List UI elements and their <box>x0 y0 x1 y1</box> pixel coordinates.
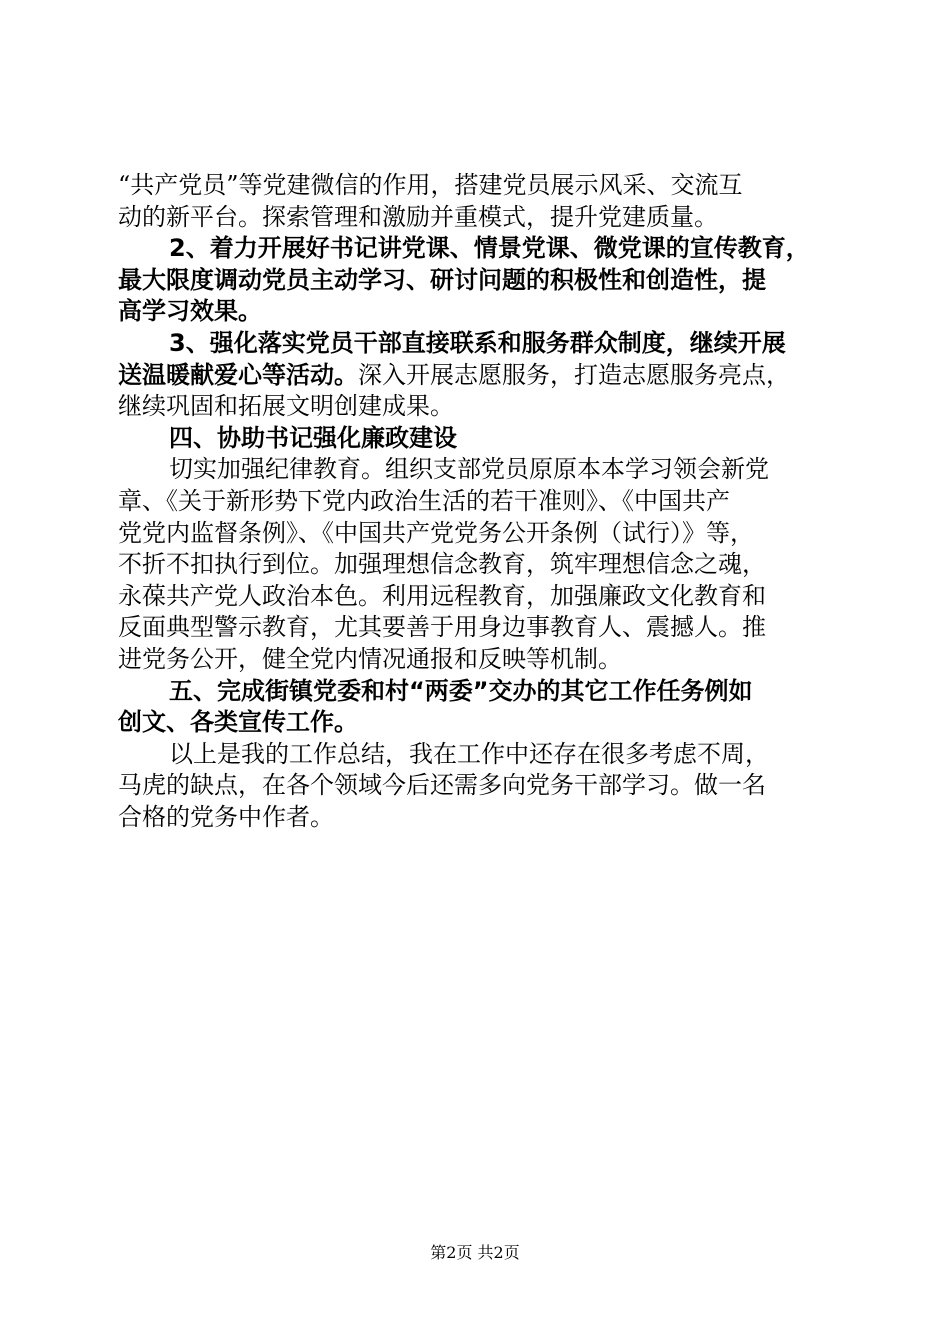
text-line: 不折不扣执行到位。加强理想信念教育，筑牢理想信念之魂， <box>118 550 766 579</box>
regular-phrase: 深入开展志愿服务，打造志愿服务亮点， <box>358 360 790 389</box>
text-line: 高学习效果。 <box>118 297 262 326</box>
section-heading-4: 四、协助书记强化廉政建设 <box>169 423 457 452</box>
text-line: 动的新平台。探索管理和激励并重模式，提升党建质量。 <box>118 202 718 231</box>
text-line <box>118 360 833 392</box>
text-line: 创文、各类宣传工作。 <box>118 708 358 737</box>
page-number-footer: 第2页 共2页 <box>430 1243 520 1262</box>
bold-phrase: 送温暖献爱心等活动。 <box>118 360 358 389</box>
section-heading-5: 五、完成街镇党委和村“两委”交办的其它工作任务例如 <box>169 676 753 705</box>
text-line: 章、《关于新形势下党内政治生活的若干准则》、《中国共产 <box>118 486 730 515</box>
text-line: 反面典型警示教育，尤其要善于用身边事教育人、震撼人。推 <box>118 613 766 642</box>
text-line: 最大限度调动党员主动学习、研讨问题的积极性和创造性，提 <box>118 265 766 294</box>
list-item-2-heading: 2、着力开展好书记讲党课、情景党课、微党课的宣传教育， <box>169 234 810 263</box>
text-line: 马虎的缺点，在各个领域今后还需多向党务干部学习。做一名 <box>118 771 766 800</box>
text-line: 永葆共产党人政治本色。利用远程教育，加强廉政文化教育和 <box>118 581 766 610</box>
text-line: 继续巩固和拓展文明创建成果。 <box>118 392 454 421</box>
paragraph-start: 以上是我的工作总结，我在工作中还存在很多考虑不周， <box>169 739 769 768</box>
list-item-3-heading: 3、强化落实党员干部直接联系和服务群众制度，继续开展 <box>169 328 786 357</box>
document-body <box>118 170 833 833</box>
text-line: 党党内监督条例》、《中国共产党党务公开条例（试行）》等， <box>118 518 754 547</box>
text-line: 合格的党务中作者。 <box>118 802 334 831</box>
paragraph-start: 切实加强纪律教育。组织支部党员原原本本学习领会新党 <box>169 455 769 484</box>
text-line: “共产党员”等党建微信的作用，搭建党员展示风采、交流互 <box>118 171 743 199</box>
text-line: 进党务公开，健全党内情况通报和反映等机制。 <box>118 644 622 673</box>
